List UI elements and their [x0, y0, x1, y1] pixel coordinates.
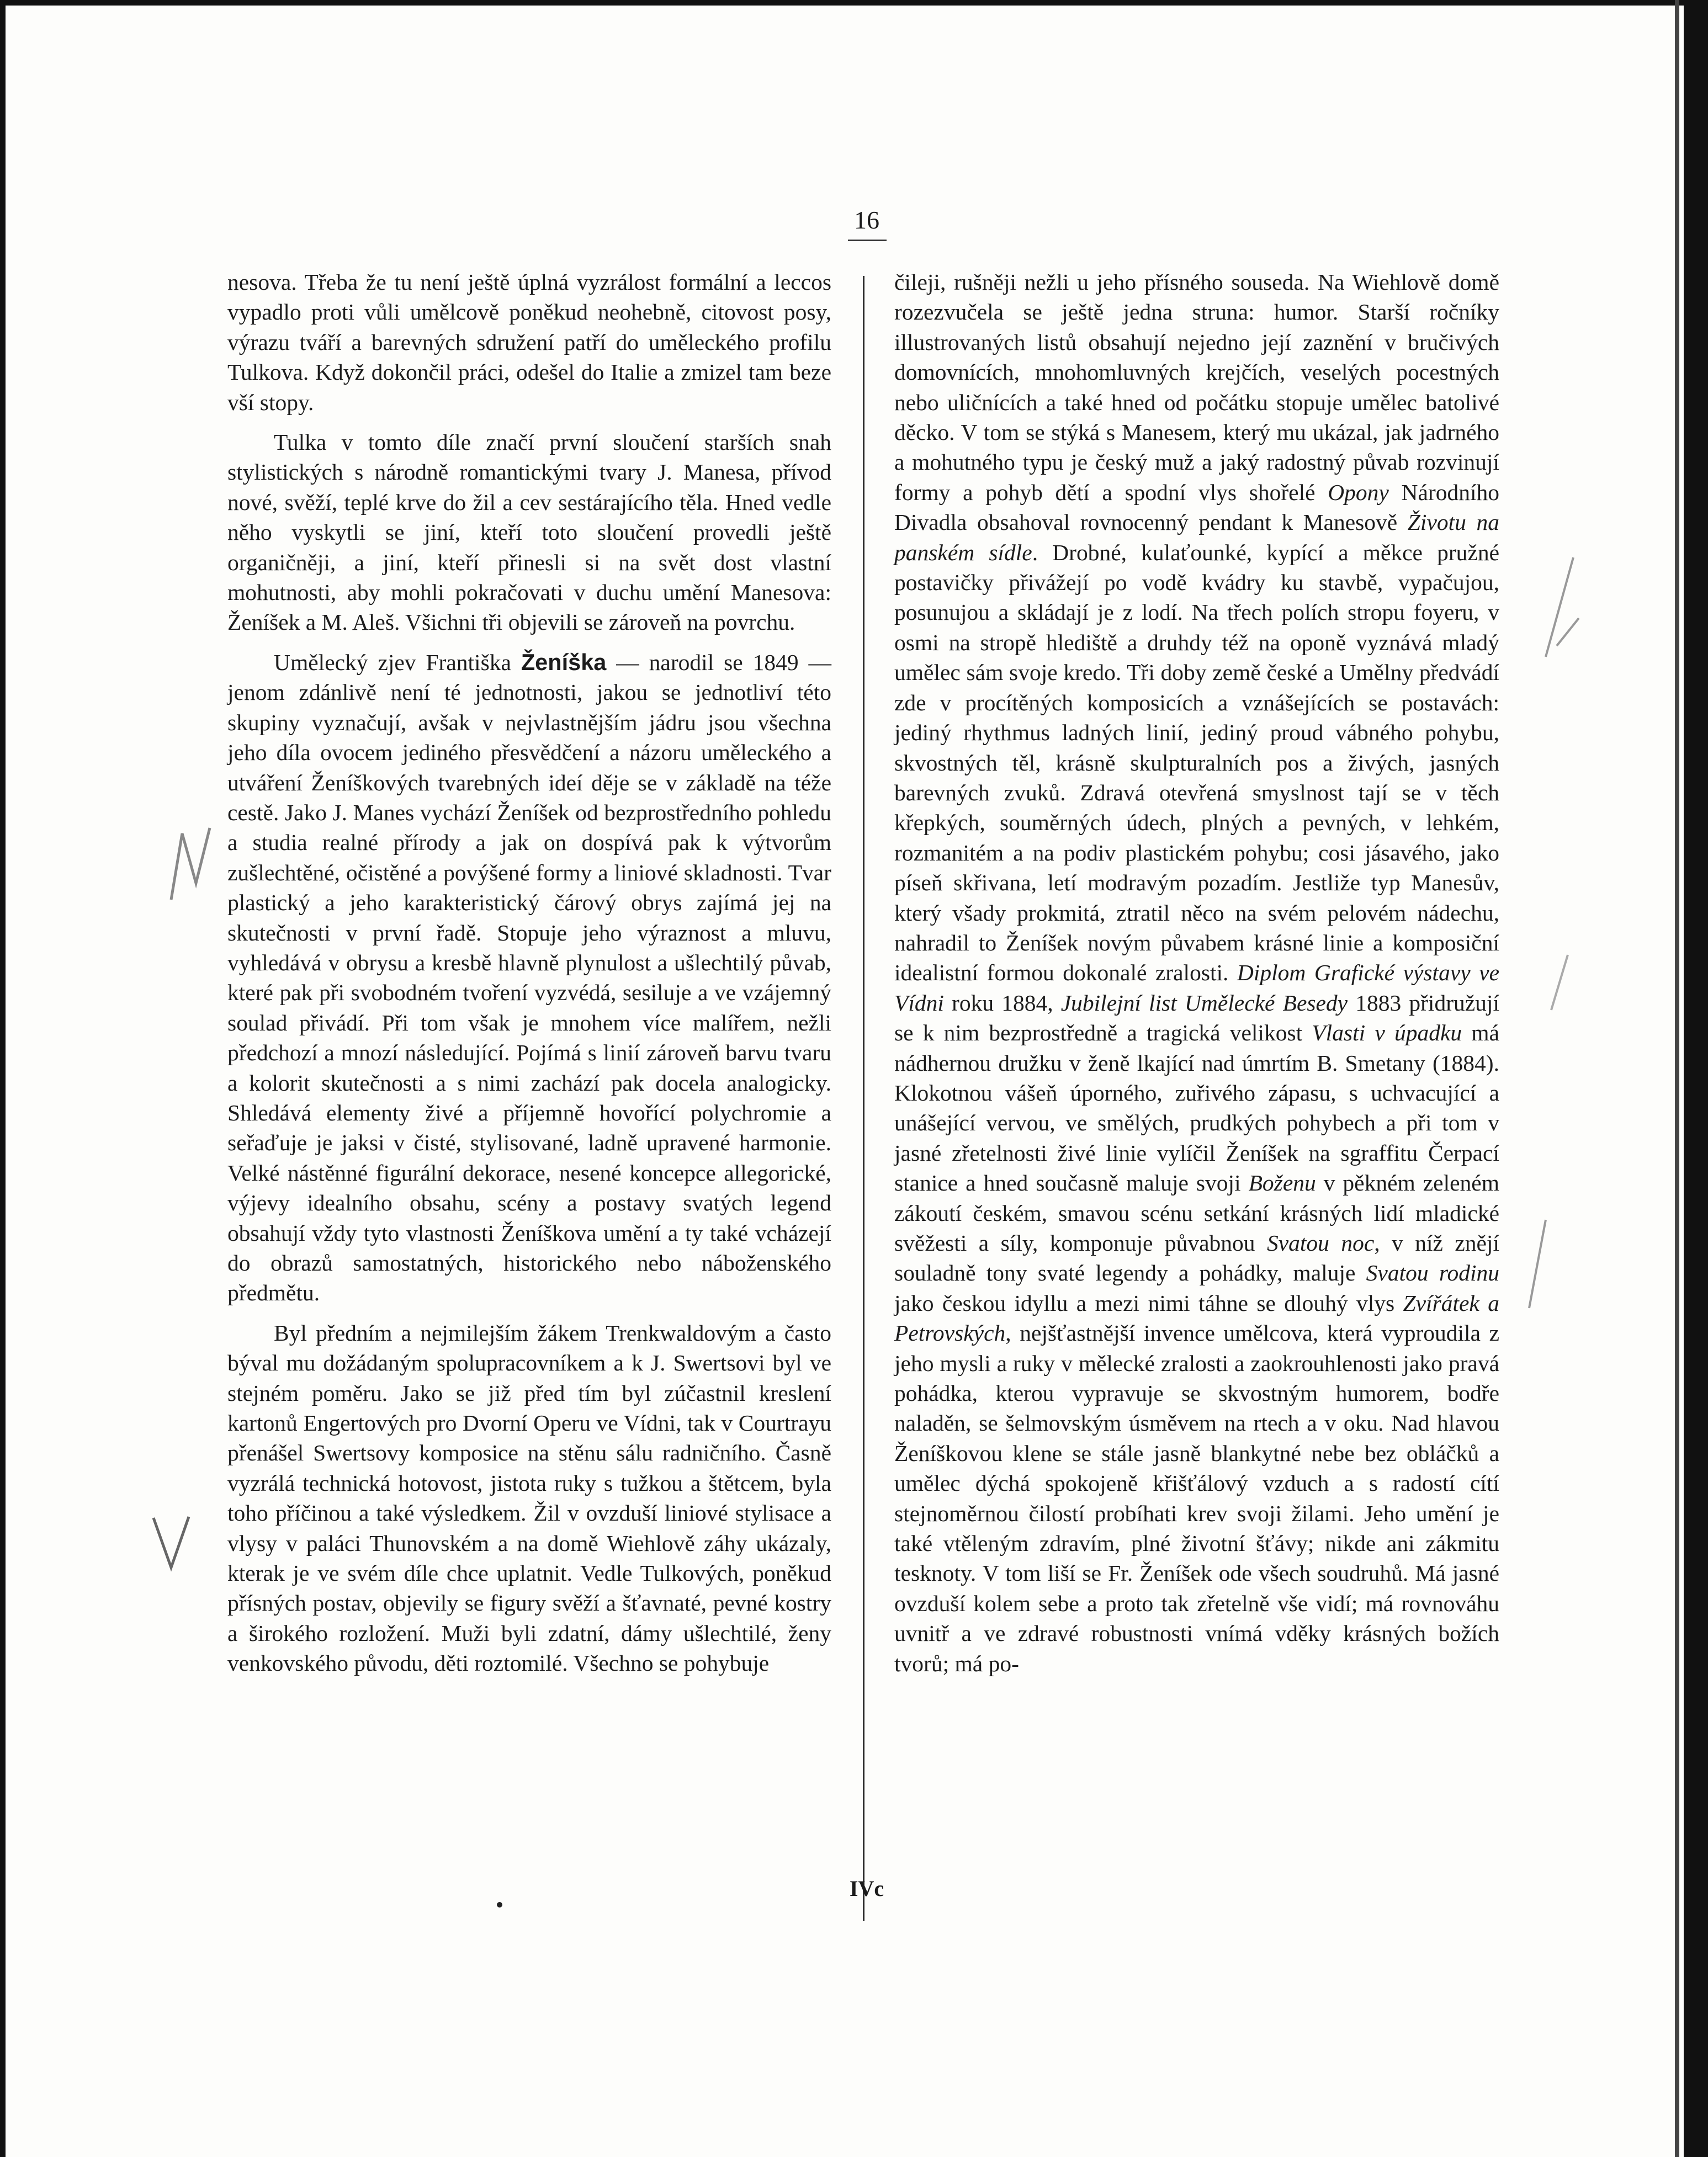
- text-run: čileji, rušněji nežli u jeho přísného souseda. Na Wiehlově domě rozezvučela se ještě jedna struna: humor. Starší ročníky illustrovaných listů obsahují nejedno její zaznění v bručivých domovnících, mnohomluvných krejčích, veselých pocestných nebo uličnících a také hned od počátku stopuje umělec batolivé děcko. V tom se stýká s Manesem, který mu ukázal, jak jadrného a mohutného typu je český muž a jaký radostný půvab rozvinují formy a pohyb dětí a spodní vlys shořelé: [894, 269, 1499, 505]
- pencil-mark-right-1: [1535, 552, 1584, 662]
- scan-border-left: [0, 0, 6, 2157]
- text-run: , nejšťastnější invence umělcova, která vyproudila z jeho mysli a ruky v mělecké zralosti a zaokrouhlenosti jako pravá pohádka, kterou vypravuje se skvostným humorem, bodře naladěn, se šelmovským úsměvem na rtech a v oku. Nad hlavou Ženíškovou klene se stále jasně blankytné nebe bez obláčků a umělec dýchá spokojeně křišťálový vzduch a s radostí cítí stejnoměrnou čilostí probíhati krev svoji žilami. Jeho umění je také vtěleným zdravím, plné životní šťávy; nikde ani zákmitu tesknoty. V tom liší se Fr. Ženíšek ode všech soudruhů. Má jasné ovzduší kolem sebe a proto tak zřetelně vše vidí; má rovnováhu uvnitř a ve zdravé robustnosti vnímá vděky krásných božích tvorů; má po-: [894, 1320, 1499, 1676]
- signature-mark: IVc: [849, 1876, 884, 1901]
- ink-dot: [497, 1902, 502, 1908]
- work-title: Diplom Grafické výstavy ve Vídni: [894, 960, 1500, 1016]
- left-column: [227, 267, 831, 1688]
- right-paragraph: [894, 267, 1499, 1678]
- text-run: 1883 přidružují se k nim bezprostředně a tragická velikost: [894, 990, 1499, 1046]
- pencil-mark-left-lower: [149, 1512, 193, 1573]
- page-number-rule: [848, 240, 887, 241]
- work-title: Jubilejní list Umělecké Besedy: [1060, 990, 1348, 1016]
- work-title: Životu na panském sídle: [894, 509, 1500, 565]
- scan-border-right: [1684, 0, 1708, 2157]
- column-divider: [863, 276, 864, 1921]
- pencil-mark-right-2: [1540, 949, 1579, 1016]
- paragraph-1: nesova. Třeba že tu není ještě úplná vyzrálost formální a leccos vypadlo proti vůli umělcově poněkud neohebně, citovost posy, výrazu tváří a barevných sdružení patří do uměleckého profilu Tulkova. Když dokončil práci, odešel do Italie a zmizel tam beze vší stopy.: [227, 269, 831, 415]
- right-column: [894, 267, 1499, 1688]
- text-run: roku 1884,: [943, 990, 1061, 1016]
- work-title: Vlasti v úpadku: [1312, 1020, 1462, 1046]
- paragraph-3-start: Umělecký zjev Františka: [274, 649, 521, 675]
- work-title: Boženu: [1248, 1170, 1316, 1196]
- text-run: Národního Divadla obsahoval rovnocenný pendant k Manesově: [894, 479, 1499, 535]
- work-title: Svatou noc: [1266, 1230, 1375, 1256]
- work-title: Opony: [1328, 479, 1389, 505]
- scan-border-right-edge: [1675, 0, 1679, 2157]
- paragraph-4: Byl předním a nejmilejším žákem Trenkwaldovým a často býval mu dožádaným spolupracovníkem a k J. Swertsovi byl ve stejném poměru. Jako se již před tím byl zúčastnil kreslení kartonů Engertových pro Dvorní Operu ve Vídni, tak v Courtrayu přenášel Swertsovy komposice na stěnu sálu radničního. Časně vyzrálá technická hotovost, jistota ruky s tužkou a štětcem, byla toho příčinou a také výsledkem. Žil v ovzduší liniové stylisace a vlysy v paláci Thunovském a na domě Wiehlově záhy ukázaly, kterak je ve svém díle chce uplatnit. Vedle Tulkových, poněkud přísných postav, objevily se figury svěží a šťavnaté, pevné kostry a širokého rozložení. Muži byli zdatní, dámy ušlechtilé, ženy venkovského původu, děti roztomilé. Všechno se pohybuje: [227, 1320, 831, 1676]
- text-run: , v níž znějí souladně tony svaté legendy a pohádky, maluje: [894, 1230, 1499, 1286]
- text-run: má nádhernou družku v ženě lkající nad úmrtím B. Smetany (1884). Klokotnou vášeň úporného, zuřivého zápasu, s uchvacující a unášející vervou, ve smělých, prudkých pohybech a při tom v jasné zřetelnosti živé linie vylíčil Ženíšek na sgraffitu Čerpací stanice a hned současně maluje svoji: [894, 1020, 1499, 1196]
- text-run: jako českou idyllu a mezi nimi táhne se dlouhý vlys: [894, 1290, 1403, 1316]
- scan-border-top: [0, 0, 1708, 6]
- artist-name: Ženíška: [521, 649, 607, 675]
- pencil-mark-left-upper: [166, 822, 215, 905]
- page-number: 16: [854, 206, 879, 234]
- text-run: . Drobné, kulaťounké, kypící a měkce pružné postavičky přivážejí po vodě kvádry ku stavbě, vypačujou, posunujou a skládají je z lodí. Na třech polích stropu foyeru, v osmi na stropě hlediště a druhdy též na oponě vyznává mladý umělec sám svoje kredo. Tři doby země české a Umělny předvádí zde v procítěných komposicích a vznášejících se postavách: jediný rhythmus ladných linií, jediný proud vábného pohybu, skvostných těl, krásně skulpturalních pos a živých, jasných barevných zvuků. Zdravá otevřená smyslnost tají se v těch křepkých, souměrných údech, plných a pevných, v lehkém, rozmanitém a na podiv plastickém pohybu; cosi jásavého, jako píseň skřivana, letí modravým pozadím. Jestliže typ Manesův, který všady prokmitá, ztratil něco na svém pelovém nádechu, nahradil to Ženíšek novým půvabem krásné linie a komposiční idealistní formou dokonalé zralosti.: [894, 539, 1499, 986]
- paragraph-3: [227, 647, 831, 1308]
- paragraph-3-body: — narodil se 1849 — jenom zdánlivě není té jednotnosti, jakou se jednotliví této skupiny vyznačují, avšak v nejvlastnějším jádru jsou všechna jeho díla ovocem jediného přesvědčení a názoru uměleckého a utváření Ženíškových tvarebných ideí děje se v základě na téže cestě. Jako J. Manes vychází Ženíšek od bezprostředního pohledu a studia realné přírody a jak on dospívá pak k výtvorům zušlechtěné, očistěné a povýšené formy a liniové skladnosti. Tvar plastický a jeho karakteristický čárový obrys zajímá jej na skutečnosti v první řadě. Stopuje jeho výraznost a mluvu, vyhledává v obrysu a kresbě hlavně plynulost a ušlechtilý půvab, které pak při svobodném tvoření vyzvédá, sesiluje a ve vzájemný soulad přivádí. Při tom však je mnohem více malířem, nežli předchozí a mnozí následující. Pojímá s linií zároveň barvu tvaru a kolorit skutečnosti a s nimi zachází pak docela analogicky. Shledává elementy živé a příjemně hovořící polychromie a seřaďuje je jaksi v čisté, stylisované, ladně upravené harmonie. Velké nástěnné figurální dekorace, nesené koncepce allegorické, výjevy idealního obsahu, scény a postavy svatých legend obsahují vždy tyto vlastnosti Ženíškova umění a ty také vcházejí do obrazů samostatných, historického nebo náboženského předmětu.: [227, 649, 831, 1306]
- pencil-mark-right-3: [1513, 1214, 1557, 1314]
- work-title: Zvířátek a Petrovských: [894, 1290, 1499, 1346]
- work-title: Svatou rodinu: [1366, 1260, 1499, 1286]
- text-run: v pěkném zeleném zákoutí českém, smavou scénu setkání krásných lidí mladické svěžesti a síly, komponuje půvabnou: [894, 1170, 1499, 1256]
- paragraph-2: Tulka v tomto díle značí první sloučení starších snah stylistických s národně romantickými tvary J. Manesa, přívod nové, svěží, teplé krve do žil a cev sestárajícího těla. Hned vedle něho vyskytli se jiní, kteří toto sloučení provedli ještě organičněji, a jiní, kteří přinesli si na svět dost vlastní mohutnosti, aby mohli pokračovati v duchu umění Manesova: Ženíšek a M. Aleš. Všichni tři objevili se zároveň na povrchu.: [227, 429, 831, 635]
